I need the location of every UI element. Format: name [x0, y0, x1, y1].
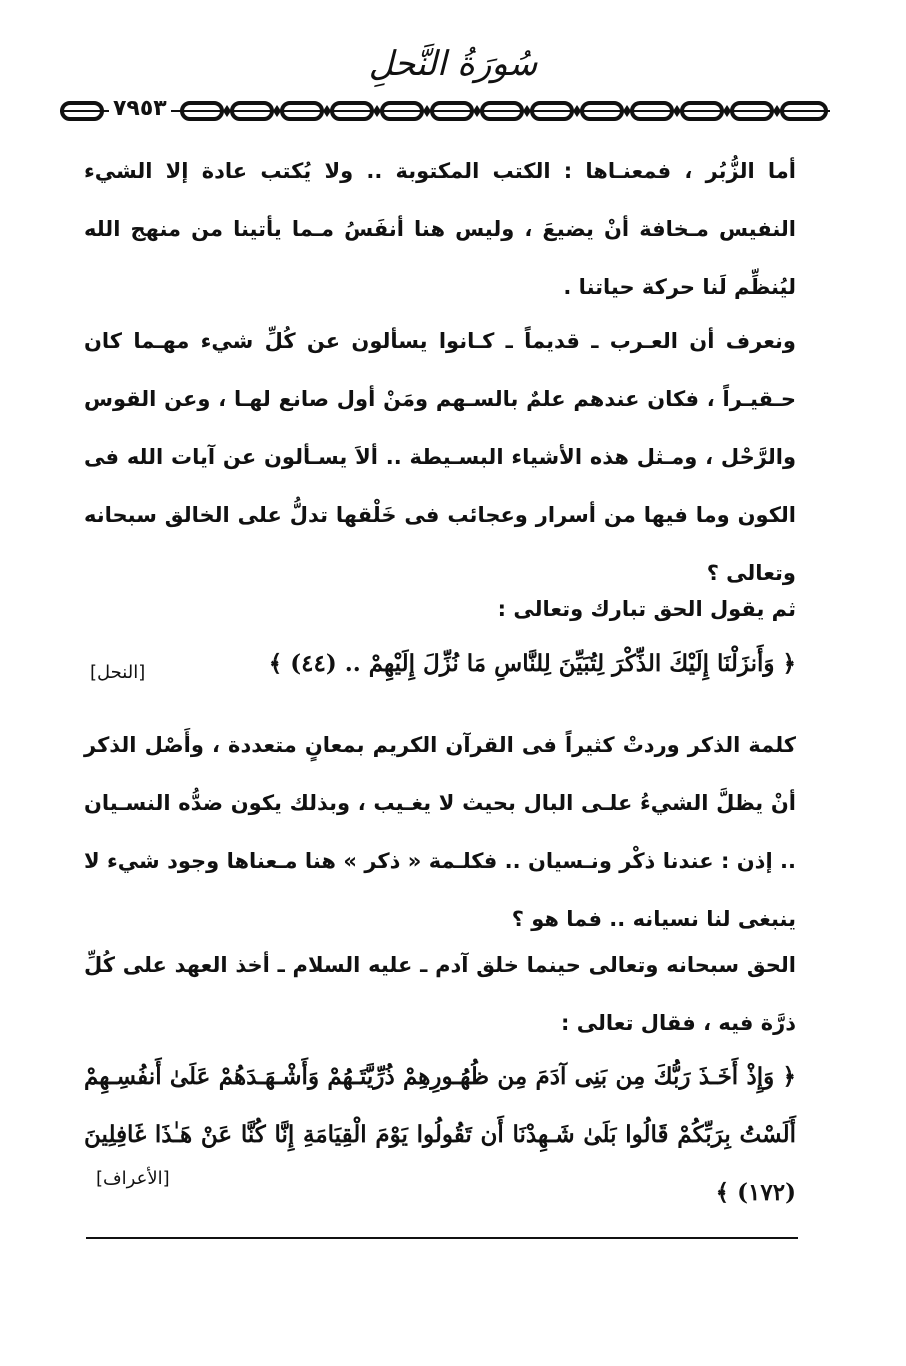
paragraph-intro-verse: ثم يقول الحق تبارك وتعالى :	[497, 597, 796, 621]
paragraph-adam-covenant: الحق سبحانه وتعالى حينما خلق آدم ـ عليه السلام ـ أخذ العهد على كُلِّ ذرَّة فيه ، فقال تعالى :	[84, 953, 796, 1035]
paragraph-arabs: ونعرف أن العـرب ـ قديماً ـ كـانوا يسألون عن كُلِّ شيء مهـما كان حـقيـراً ، فكان عندهم علمٌ بالسـهم ومَنْ أول صانع لهـا ، وعن القوس والرَّحْل ، ومـثل هذه الأشياء البسـيطة .. ألاَ يسـألون عن آيات الله فى الكون وما فيها من أسرار وعجائب فى خَلْقها تدلُّ على الخالق سبحانه وتعالى ؟	[84, 329, 796, 585]
paragraph-dhikr: كلمة الذكر وردتْ كثيراً فى القرآن الكريم بمعانٍ متعددة ، وأَصْل الذكر أنْ يظلَّ الشيءُ علـى البال بحيث لا يغـيب ، وبذلك يكون ضدُّه النسـيان .. إذن : عندنا ذكْر ونـسيان .. فكلـمة « ذكر » هنا مـعناها وجود شيء لا ينبغى لنا نسيانه .. فما هو ؟	[84, 733, 796, 931]
verse-reference-araf: [الأعراف]	[96, 1168, 170, 1189]
verse-reference-nahl: [النحل]	[90, 662, 146, 683]
surah-title: سُورَةُ النَّحلِ	[368, 44, 538, 84]
paragraph-zubur: أما الزُّبُر ، فمعنـاها : الكتب المكتوبة .. ولا يُكتب عادة إلا الشيء النفيس مـخافة أنْ يضيعَ ، وليس هنا أنفَسُ مـما يأتينا من منهج الله ليُنظِّم لَنا حركة حياتنا .	[84, 159, 796, 299]
quran-verse-araf-172: ﴿ وَإِذْ أَخَـذَ رَبُّكَ مِن بَنِى آدَمَ مِن ظُهُـورِهِمْ ذُرِّيَّتَـهُمْ وَأَشْـهَـدَهُمْ عَلَىٰ أَنفُسِـهِمْ أَلَسْتُ بِرَبِّكُمْ قَالُوا بَلَىٰ شَـهِدْنَا أَن تَقُولُوا يَوْمَ الْقِيَامَةِ إِنَّا كُنَّا عَنْ هَـٰذَا غَافِلِينَ (١٧٢) ﴾	[84, 1063, 796, 1206]
footer-rule	[86, 1237, 798, 1239]
header-ornament-rule	[60, 96, 830, 126]
quran-verse-nahl-44: ﴿ وَأَنزَلْنَا إِلَيْكَ الذِّكْرَ لِتُبَيِّنَ لِلنَّاسِ مَا نُزِّلَ إِلَيْهِمْ .. (٤٤) ﴾	[268, 650, 796, 677]
page-number: ٧٩٥٣	[109, 96, 171, 121]
